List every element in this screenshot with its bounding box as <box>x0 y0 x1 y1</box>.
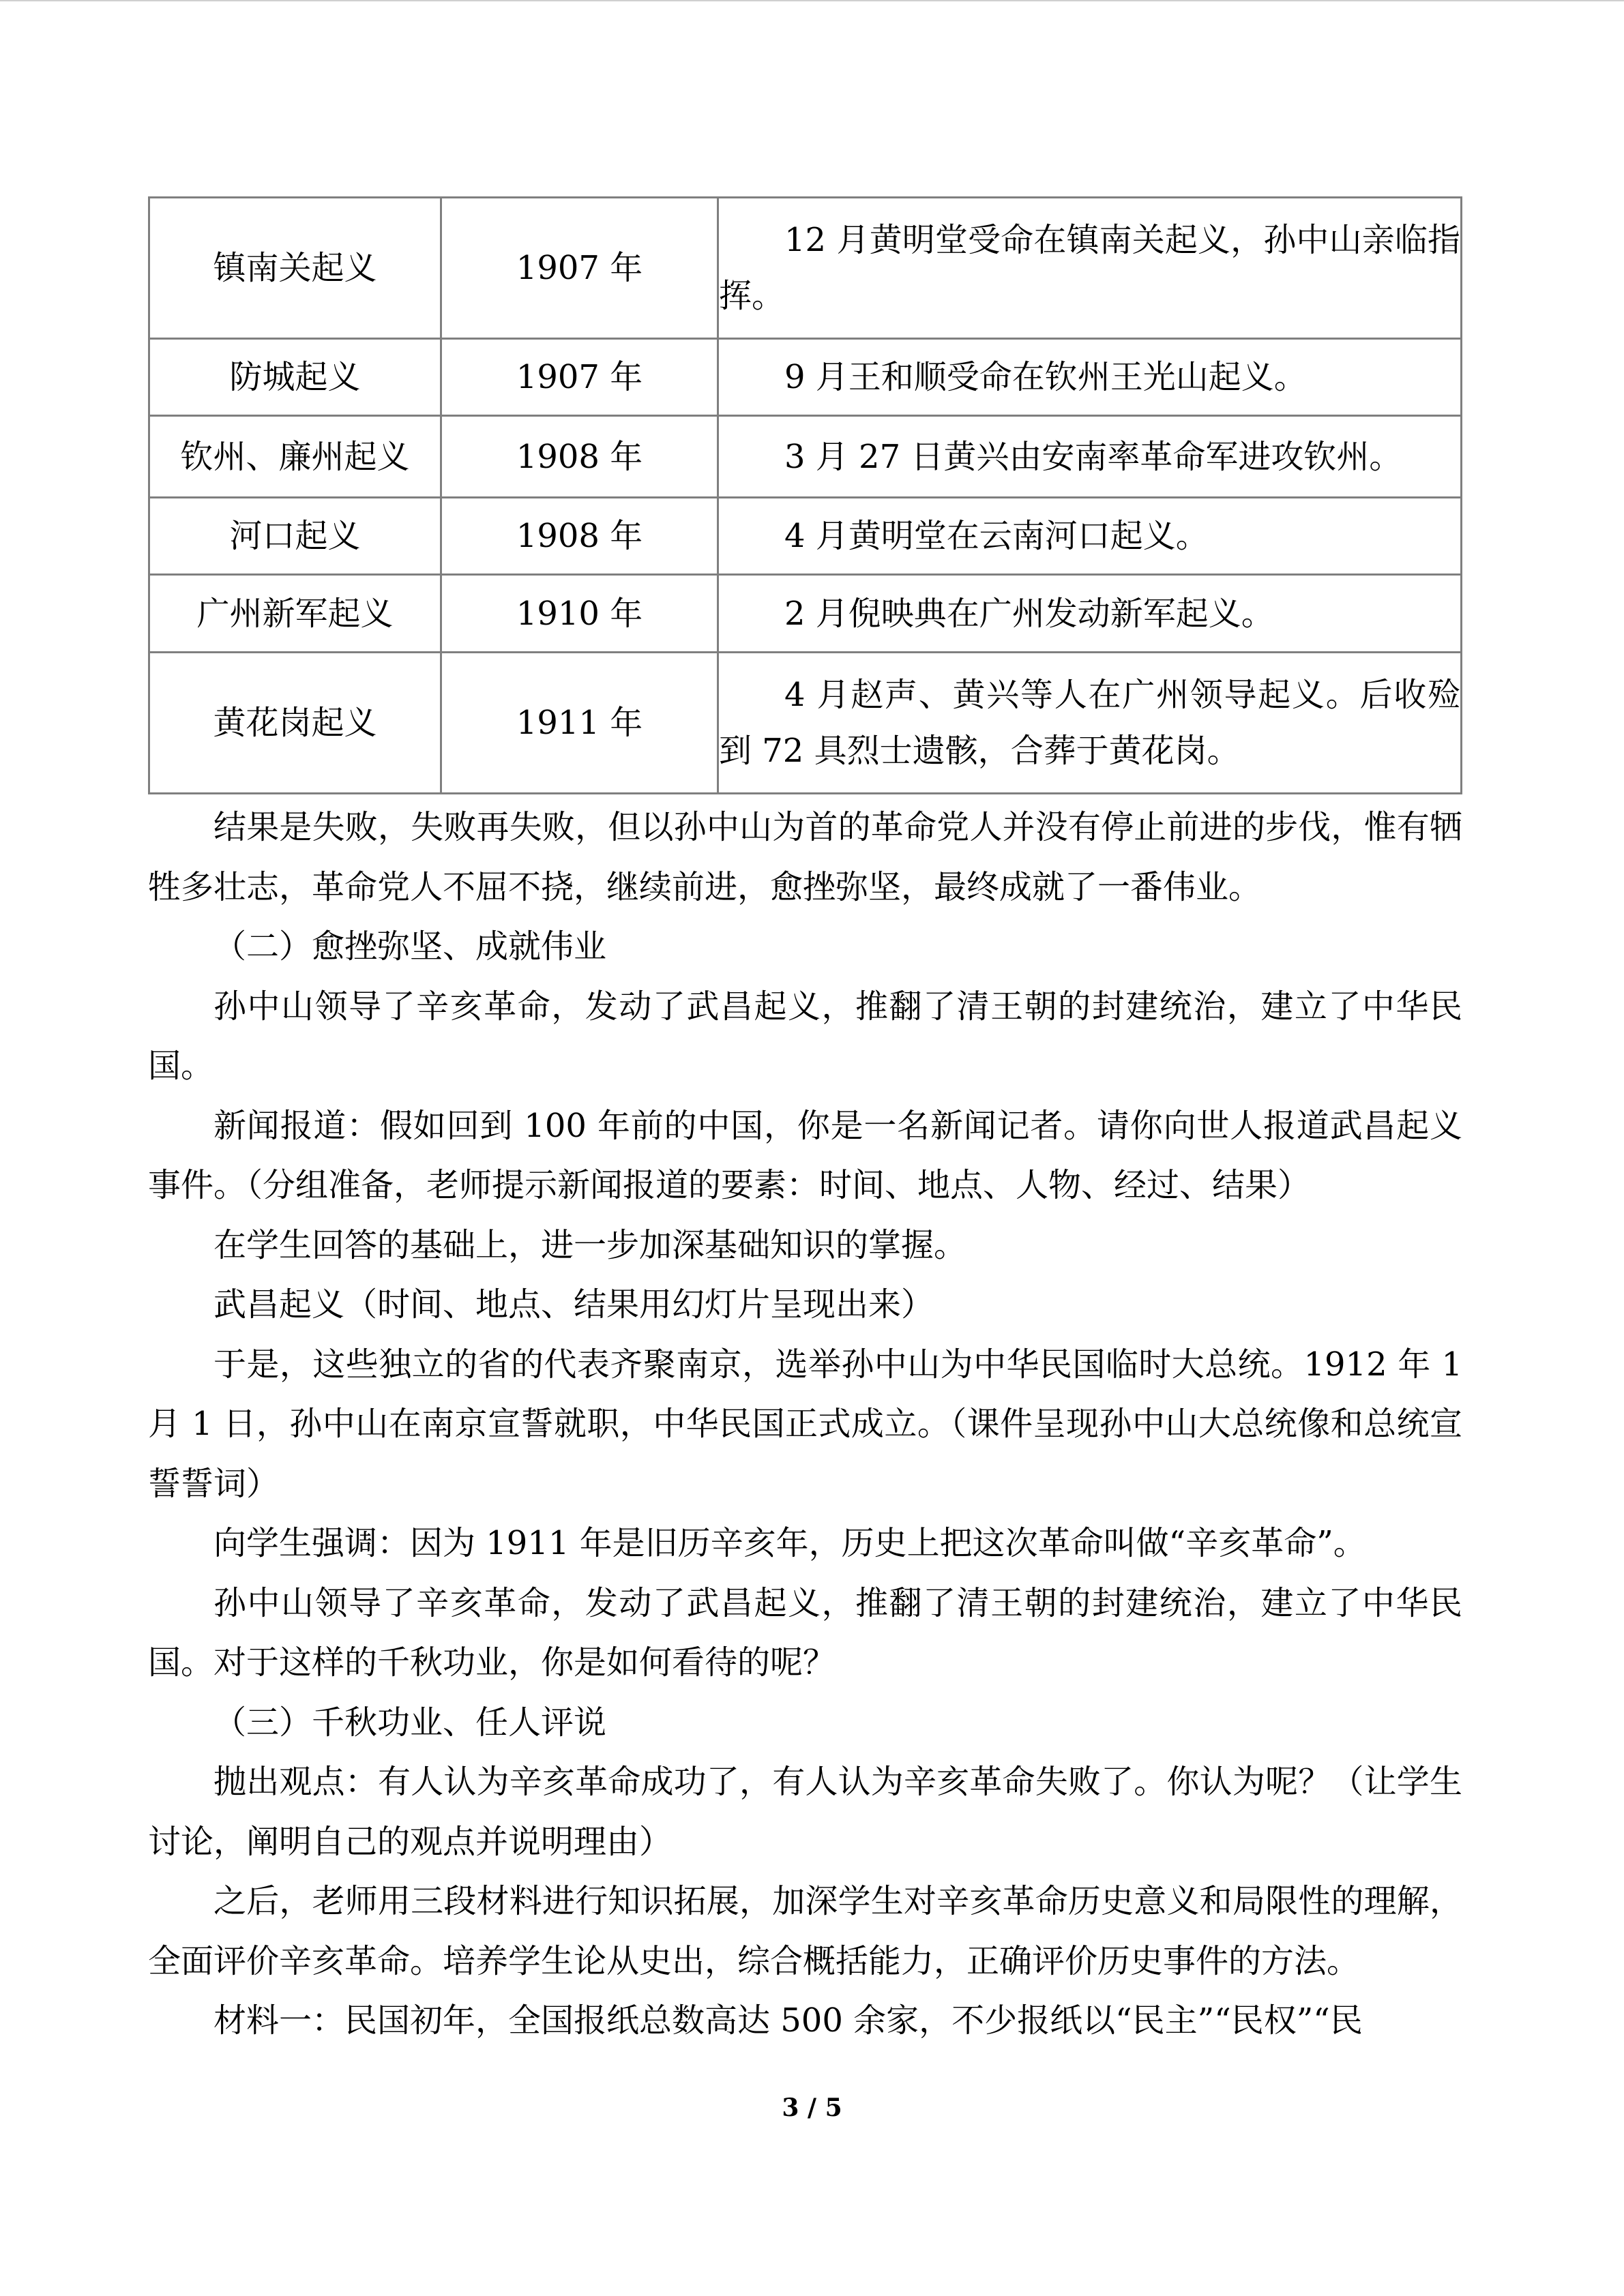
uprising-name-cell: 黄花岗起义 <box>149 653 441 794</box>
uprising-desc-cell <box>718 498 1462 575</box>
uprising-desc-text: 3 月 27 日黄兴由安南率革命军进攻钦州。 <box>784 437 1402 476</box>
table-row <box>149 416 1462 498</box>
uprising-desc-cell <box>718 575 1462 653</box>
uprising-desc-text: 4 月赵声、黄兴等人在广州领导起义。后收殓到 72 具烈士遗骸，合葬于黄花岗。 <box>719 676 1460 770</box>
paragraph: 之后，老师用三段材料进行知识拓展，加深学生对辛亥革命历史意义和局限性的理解，全面评价辛亥革命。培养学生论从史出，综合概括能力，正确评价历史事件的方法。 <box>148 1882 1462 1980</box>
paragraph-emphasis: 向学生强调：因为 1911 年是旧历辛亥年，历史上把这次革命叫做“辛亥革命”。 <box>213 1524 1366 1562</box>
paragraph: 孙中山领导了辛亥革命，发动了武昌起义，推翻了清王朝的封建统治，建立了中华民国。对于这样的千秋功业，你是如何看待的呢？ <box>148 1583 1462 1682</box>
page-top-border <box>0 0 1624 1</box>
uprising-desc-text: 2 月倪映典在广州发动新军起义。 <box>784 594 1274 633</box>
uprising-name-cell: 镇南关起义 <box>149 198 441 339</box>
body-text <box>148 798 1462 2051</box>
paragraph: 孙中山领导了辛亥革命，发动了武昌起义，推翻了清王朝的封建统治，建立了中华民国。 <box>148 987 1462 1085</box>
uprising-year-cell: 1910 年 <box>441 575 718 653</box>
uprisings-table <box>148 196 1462 794</box>
uprising-year-cell: 1908 年 <box>441 498 718 575</box>
uprising-year-cell: 1907 年 <box>441 339 718 416</box>
section-heading-3: （三）千秋功业、任人评说 <box>213 1703 607 1742</box>
table-row <box>149 498 1462 575</box>
uprising-desc-cell <box>718 198 1462 339</box>
uprising-desc-cell <box>718 339 1462 416</box>
section-heading-2: （二）愈挫弥坚、成就伟业 <box>213 927 607 966</box>
uprising-year-cell: 1911 年 <box>441 653 718 794</box>
uprising-year-cell: 1908 年 <box>441 416 718 498</box>
uprising-desc-text: 12 月黄明堂受命在镇南关起义，孙中山亲临指挥。 <box>719 221 1460 315</box>
uprising-name-cell: 广州新军起义 <box>149 575 441 653</box>
uprising-name-cell: 钦州、廉州起义 <box>149 416 441 498</box>
table-row <box>149 198 1462 339</box>
table-row <box>149 575 1462 653</box>
paragraph-wuchang: 武昌起义（时间、地点、结果用幻灯片呈现出来） <box>213 1285 934 1324</box>
uprising-desc-cell <box>718 653 1462 794</box>
page-number: 3 / 5 <box>782 2093 842 2122</box>
uprising-desc-text: 9 月王和顺受命在钦州王光山起义。 <box>784 358 1307 396</box>
uprising-desc-cell <box>718 416 1462 498</box>
paragraph: 于是，这些独立的省的代表齐聚南京，选举孙中山为中华民国临时大总统。1912 年 1 月 1 日，孙中山在南京宣誓就职，中华民国正式成立。（课件呈现孙中山大总统像和总统宣誓誓词） <box>148 1345 1462 1503</box>
uprising-name-cell: 河口起义 <box>149 498 441 575</box>
uprising-year-cell: 1907 年 <box>441 198 718 339</box>
table-row <box>149 339 1462 416</box>
paragraph-viewpoint: 抛出观点：有人认为辛亥革命成功了，有人认为辛亥革命失败了。你认为呢？（让学生讨论，阐明自己的观点并说明理由） <box>148 1763 1462 1861</box>
paragraph: 在学生回答的基础上，进一步加深基础知识的掌握。 <box>213 1225 967 1264</box>
uprising-desc-text: 4 月黄明堂在云南河口起义。 <box>784 517 1209 555</box>
paragraph-material-1: 材料一：民国初年，全国报纸总数高达 500 余家，不少报纸以“民主”“民权”“民 <box>213 2001 1363 2040</box>
uprising-name-cell: 防城起义 <box>149 339 441 416</box>
paragraph-result: 结果是失败，失败再失败，但以孙中山为首的革命党人并没有停止前进的步伐，惟有牺牲多壮志，革命党人不屈不挠，继续前进，愈挫弥坚，最终成就了一番伟业。 <box>148 808 1462 906</box>
paragraph-news-report: 新闻报道：假如回到 100 年前的中国，你是一名新闻记者。请你向世人报道武昌起义事件。（分组准备，老师提示新闻报道的要素：时间、地点、人物、经过、结果） <box>148 1106 1462 1204</box>
table-row <box>149 653 1462 794</box>
